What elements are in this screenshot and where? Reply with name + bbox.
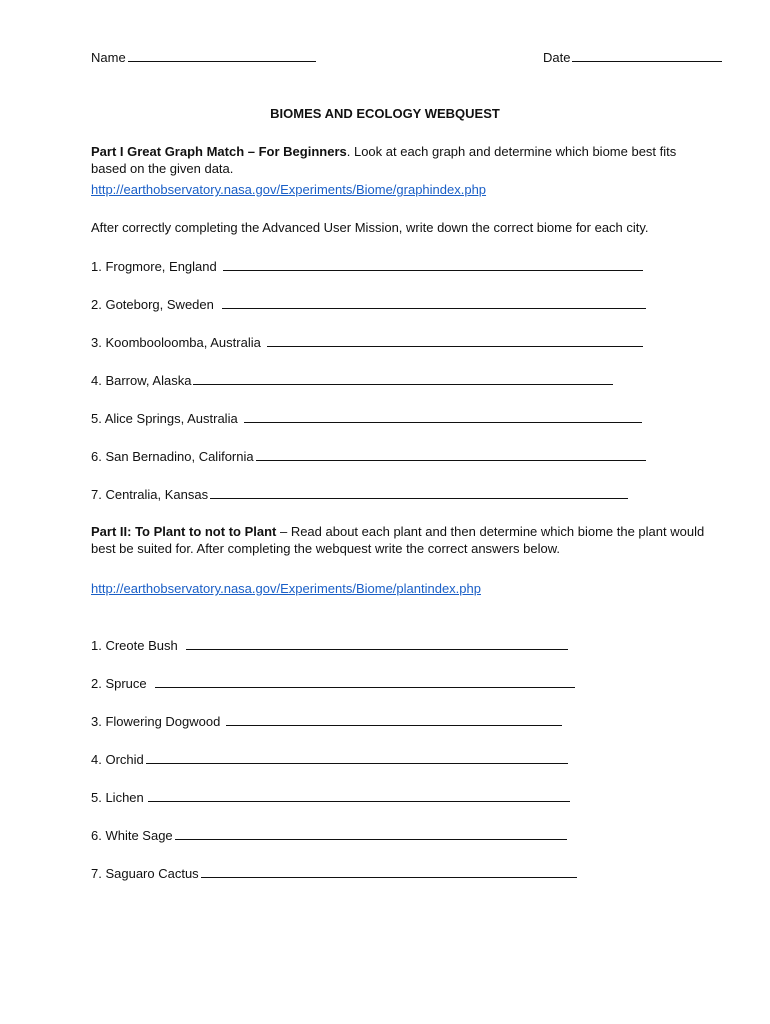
part1-link[interactable]: http://earthobservatory.nasa.gov/Experiments/Biome/graphindex.php — [91, 182, 487, 197]
part2-item-2 — [91, 674, 575, 692]
part2-item-label: 2. Spruce — [91, 676, 147, 691]
answer-blank[interactable] — [256, 447, 646, 461]
part2-heading: Part II: To Plant to not to Plant — [91, 524, 277, 539]
part1-item-4 — [91, 371, 613, 389]
part1-item-3 — [91, 333, 643, 351]
answer-blank[interactable] — [201, 864, 577, 878]
part1-heading: Part I Great Graph Match – For Beginners — [91, 144, 347, 159]
answer-blank[interactable] — [155, 674, 575, 688]
part2-item-7 — [91, 864, 577, 882]
date-field-row — [543, 48, 722, 66]
part2-intro-text: – Read about each plant and then determine which biome the plant would best be suited for. After completing the webquest write the correct answers below. — [91, 524, 705, 556]
part2-link-row — [91, 580, 481, 597]
part2-item-label: 5. Lichen — [91, 790, 144, 805]
answer-blank[interactable] — [226, 712, 562, 726]
answer-blank[interactable] — [223, 257, 643, 271]
part2-intro — [91, 523, 711, 557]
date-blank[interactable] — [572, 48, 722, 62]
part2-item-1 — [91, 636, 568, 654]
part2-item-label: 1. Creote Bush — [91, 638, 178, 653]
part1-item-label: 5. Alice Springs, Australia — [91, 411, 238, 426]
part1-item-label: 2. Goteborg, Sweden — [91, 297, 214, 312]
part1-item-5 — [91, 409, 642, 427]
part2-item-3 — [91, 712, 562, 730]
answer-blank[interactable] — [193, 371, 613, 385]
part2-item-label: 6. White Sage — [91, 828, 173, 843]
part1-item-7 — [91, 485, 628, 503]
part1-item-6 — [91, 447, 646, 465]
answer-blank[interactable] — [222, 295, 646, 309]
part2-item-5 — [91, 788, 570, 806]
answer-blank[interactable] — [210, 485, 628, 499]
answer-blank[interactable] — [244, 409, 642, 423]
part1-instruction: After correctly completing the Advanced User Mission, write down the correct biome for each city. — [91, 220, 649, 235]
name-blank[interactable] — [128, 48, 316, 62]
answer-blank[interactable] — [267, 333, 643, 347]
part1-item-label: 3. Koombooloomba, Australia — [91, 335, 261, 350]
answer-blank[interactable] — [175, 826, 567, 840]
part1-item-label: 6. San Bernadino, California — [91, 449, 254, 464]
part2-item-label: 3. Flowering Dogwood — [91, 714, 221, 729]
part1-item-label: 1. Frogmore, England — [91, 259, 217, 274]
answer-blank[interactable] — [148, 788, 570, 802]
name-label: Name — [91, 50, 126, 65]
part1-item-label: 7. Centralia, Kansas — [91, 487, 209, 502]
part1-intro-text: . Look at each graph and determine which biome best fits based on the given data. — [91, 144, 677, 176]
part2-item-label: 4. Orchid — [91, 752, 144, 767]
date-label: Date — [543, 50, 571, 65]
name-field-row — [91, 48, 316, 66]
part1-item-1 — [91, 257, 643, 275]
part1-link-row — [91, 181, 486, 198]
part2-link[interactable]: http://earthobservatory.nasa.gov/Experiments/Biome/plantindex.php — [91, 581, 481, 596]
page-title: BIOMES AND ECOLOGY WEBQUEST — [270, 106, 500, 121]
answer-blank[interactable] — [186, 636, 568, 650]
part1-item-2 — [91, 295, 646, 313]
part1-item-label: 4. Barrow, Alaska — [91, 373, 192, 388]
part2-item-6 — [91, 826, 567, 844]
part1-intro — [91, 143, 711, 177]
answer-blank[interactable] — [146, 750, 568, 764]
part2-item-4 — [91, 750, 568, 768]
part2-item-label: 7. Saguaro Cactus — [91, 866, 199, 881]
